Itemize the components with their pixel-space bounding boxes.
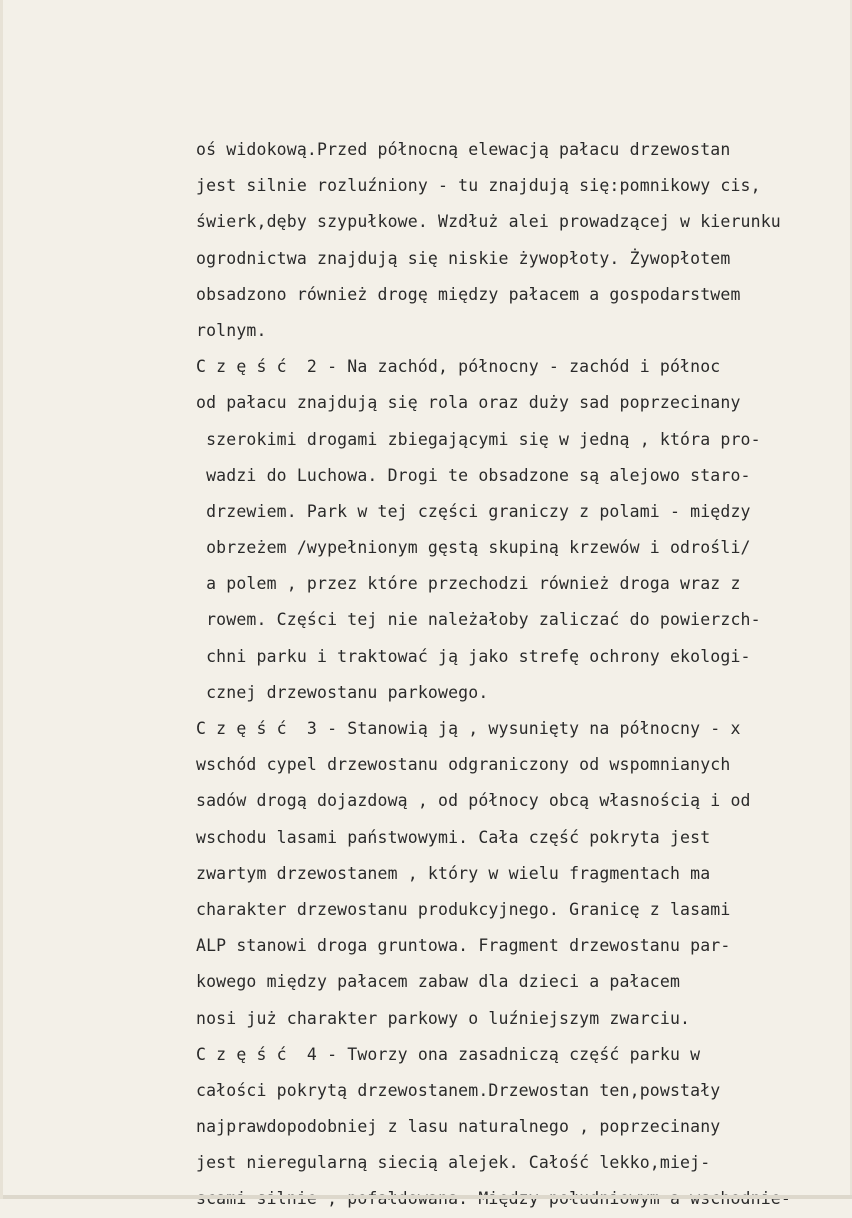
- text-line: cznej drzewostanu parkowego.: [196, 682, 489, 702]
- text-line: wadzi do Luchowa. Drogi te obsadzone są alejowo staro-: [196, 465, 751, 485]
- text-line: wschodu lasami państwowymi. Cała część pokryta jest: [196, 827, 711, 847]
- text-line: od pałacu znajdują się rola oraz duży sad poprzecinany: [196, 393, 741, 413]
- text-line: drzewiem. Park w tej części graniczy z polami - między: [196, 501, 751, 521]
- text-line: jest nieregularną siecią alejek. Całość lekko,miej-: [196, 1153, 711, 1173]
- page-bottom-edge: [3, 1195, 852, 1199]
- text-line: najprawdopodobniej z lasu naturalnego , poprzecinany: [196, 1117, 721, 1137]
- text-line: całości pokrytą drzewostanem.Drzewostan ten,powstały: [196, 1080, 721, 1100]
- section-heading-part-2: C z ę ś ć 2 - Na zachód, północny - zachód i północ: [196, 357, 721, 377]
- text-line: szerokimi drogami zbiegającymi się w jedną , która pro-: [196, 429, 761, 449]
- text-line: ALP stanowi droga gruntowa. Fragment drzewostanu par-: [196, 936, 731, 956]
- text-line: ogrodnictwa znajdują się niskie żywopłoty. Żywopłotem: [196, 248, 731, 268]
- text-line: rowem. Części tej nie należałoby zaliczać do powierzch-: [196, 610, 761, 630]
- section-heading-part-4: C z ę ś ć 4 - Tworzy ona zasadniczą część parku w: [196, 1044, 701, 1064]
- text-line: jest silnie rozluźniony - tu znajdują się:pomnikowy cis,: [196, 176, 761, 196]
- text-line: kowego między pałacem zabaw dla dzieci a pałacem: [196, 972, 681, 992]
- typed-text-body: [196, 132, 816, 1218]
- text-line: oś widokową.Przed północną elewacją pałacu drzewostan: [196, 140, 731, 159]
- text-line: świerk,dęby szypułkowe. Wzdłuż alei prowadzącej w kierunku: [196, 212, 781, 232]
- text-line: zwartym drzewostanem , który w wielu fragmentach ma: [196, 863, 711, 883]
- text-line: wschód cypel drzewostanu odgraniczony od wspomnianych: [196, 755, 731, 775]
- text-line: charakter drzewostanu produkcyjnego. Granicę z lasami: [196, 899, 731, 919]
- text-line: rolnym.: [196, 320, 267, 340]
- section-heading-part-3: C z ę ś ć 3 - Stanowią ją , wysunięty na północny - x: [196, 719, 741, 738]
- text-line: [196, 1181, 816, 1217]
- text-line: sadów drogą dojazdową , od północy obcą własnością i od: [196, 791, 751, 811]
- text-line: chni parku i traktować ją jako strefę ochrony ekologi-: [196, 646, 751, 666]
- text-line: obsadzono również drogę między pałacem a gospodarstwem: [196, 284, 741, 304]
- text-line: obrzeżem /wypełnionym gęstą skupiną krzewów i odrośli/: [196, 538, 751, 558]
- text-line: nosi już charakter parkowy o luźniejszym zwarciu.: [196, 1008, 691, 1028]
- text-line: a polem , przez które przechodzi również droga wraz z: [196, 574, 741, 594]
